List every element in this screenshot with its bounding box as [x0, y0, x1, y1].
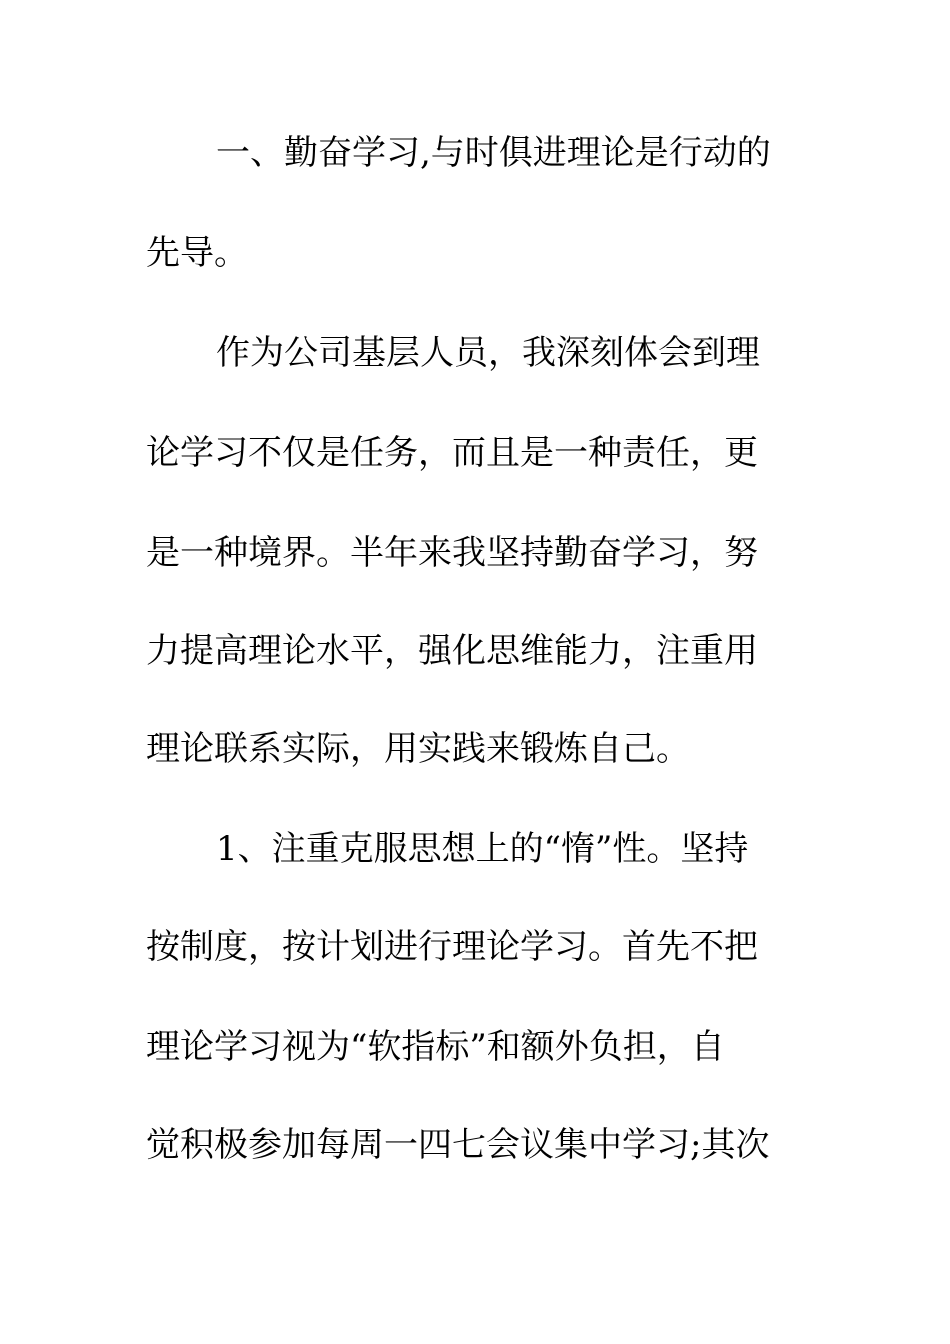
paragraph-line: 力提高理论水平，强化思维能力，注重用 [146, 631, 758, 671]
paragraph-line: 觉积极参加每周一四七会议集中学习;其次 [146, 1125, 770, 1165]
paragraph-line: 1、注重克服思想上的“惰”性。坚持 [216, 829, 749, 869]
heading-line-2: 先导。 [146, 233, 248, 273]
paragraph-line: 按制度，按计划进行理论学习。首先不把 [146, 927, 758, 967]
paragraph-line: 理论联系实际，用实践来锻炼自己。 [146, 729, 690, 769]
paragraph-line: 理论学习视为“软指标”和额外负担，自 [146, 1027, 725, 1067]
paragraph-line: 作为公司基层人员，我深刻体会到理 [216, 333, 760, 373]
paragraph-line: 是一种境界。半年来我坚持勤奋学习，努 [146, 533, 758, 573]
heading-line-1: 一、勤奋学习,与时俱进理论是行动的 [216, 133, 771, 173]
paragraph-line: 论学习不仅是任务，而且是一种责任，更 [146, 433, 758, 473]
